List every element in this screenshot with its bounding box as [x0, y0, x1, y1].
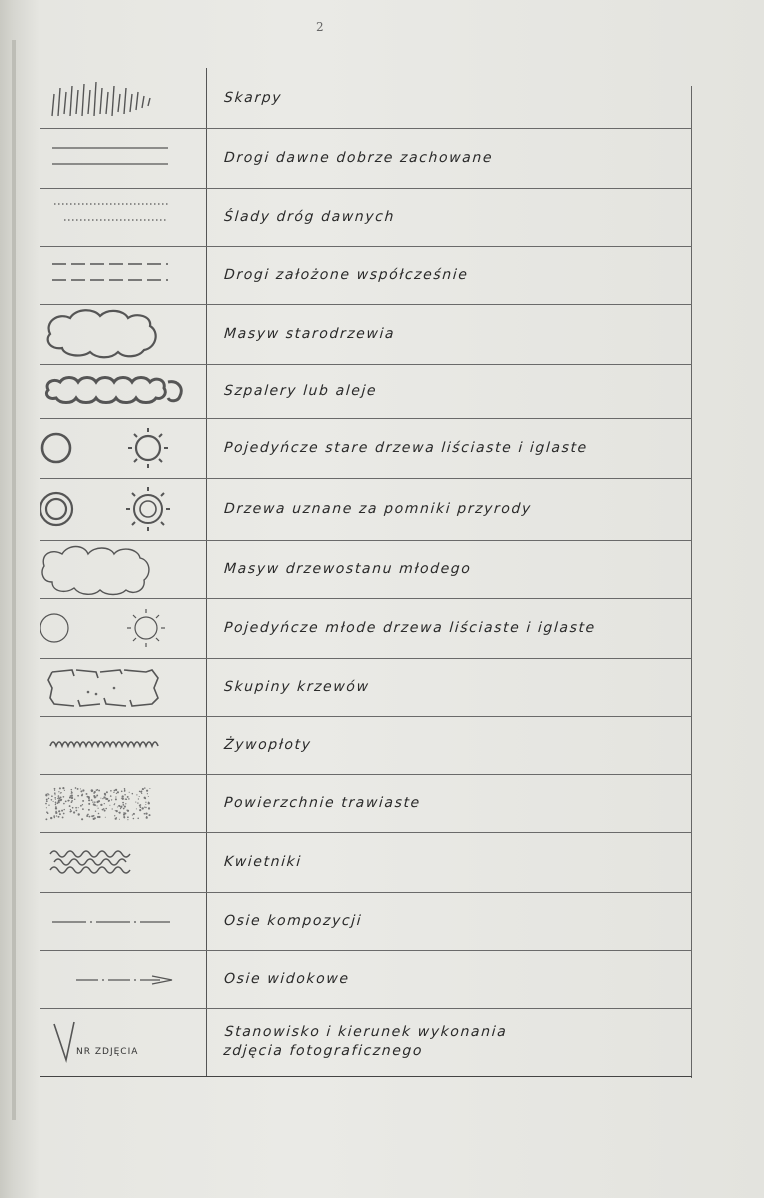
legend-label: Masyw starodrzewia	[223, 326, 396, 342]
legend-label: Osie kompozycji	[223, 913, 363, 929]
legend-row	[40, 364, 692, 419]
view-axis-symbol	[40, 950, 206, 1008]
legend-row	[40, 1008, 692, 1077]
photo-position-symbol	[40, 1008, 206, 1076]
legend-label: Osie widokowe	[223, 971, 351, 987]
old-tree-mass-symbol	[40, 304, 206, 364]
legend-label: Kwietniki	[223, 854, 303, 870]
dotted-double-line-symbol	[40, 188, 206, 246]
legend-label: Masyw drzewostanu młodego	[223, 561, 473, 577]
legend-label: Skarpy	[223, 90, 283, 106]
legend-row	[40, 774, 692, 833]
page-number: 2	[316, 20, 324, 34]
solid-double-line-symbol	[40, 128, 206, 188]
tree-row-symbol	[40, 364, 206, 418]
legend-row	[40, 716, 692, 775]
legend-label: Skupiny krzewów	[223, 679, 371, 695]
legend-row	[40, 658, 692, 717]
legend-label: Drogi dawne dobrze zachowane	[223, 150, 494, 166]
legend-label: Żywopłoty	[223, 737, 313, 753]
legend-row	[40, 188, 692, 247]
flowerbed-symbol	[40, 832, 206, 892]
composition-axis-symbol	[40, 892, 206, 950]
legend-row	[40, 246, 692, 305]
legend-row	[40, 478, 692, 541]
legend-row	[40, 950, 692, 1009]
photo-number-caption: NR ZDJĘCIA	[76, 1047, 139, 1057]
legend-label: Szpalery lub aleje	[223, 383, 378, 399]
dashed-double-line-symbol	[40, 246, 206, 304]
legend-label: Drogi założone współcześnie	[223, 267, 469, 283]
legend-row	[40, 304, 692, 365]
legend-label: Ślady dróg dawnych	[223, 209, 396, 225]
legend-label: Pojedyńcze stare drzewa liściaste i iglaste	[223, 440, 589, 456]
legend-table	[0, 68, 764, 1078]
monument-trees-symbol	[40, 478, 206, 540]
legend-row	[40, 598, 692, 659]
legend-row	[40, 128, 692, 189]
legend-label: Drzewa uznane za pomniki przyrody	[223, 501, 533, 517]
shrub-group-symbol	[40, 658, 206, 716]
lawn-symbol	[40, 774, 206, 832]
hedge-symbol	[40, 716, 206, 774]
cliffs-symbol	[40, 68, 206, 128]
legend-label: Stanowisko i kierunek wykonania zdjęcia fotograficznego	[222, 1024, 508, 1059]
legend-row	[40, 832, 692, 893]
single-young-trees-symbol	[40, 598, 206, 658]
legend-label: Pojedyńcze młode drzewa liściaste i iglaste	[223, 620, 597, 636]
legend-row	[40, 68, 692, 129]
legend-row	[40, 540, 692, 599]
young-tree-mass-symbol	[40, 540, 206, 598]
legend-row	[40, 418, 692, 479]
single-old-trees-symbol	[40, 418, 206, 478]
legend-label: Powierzchnie trawiaste	[223, 795, 422, 811]
legend-row	[40, 892, 692, 951]
